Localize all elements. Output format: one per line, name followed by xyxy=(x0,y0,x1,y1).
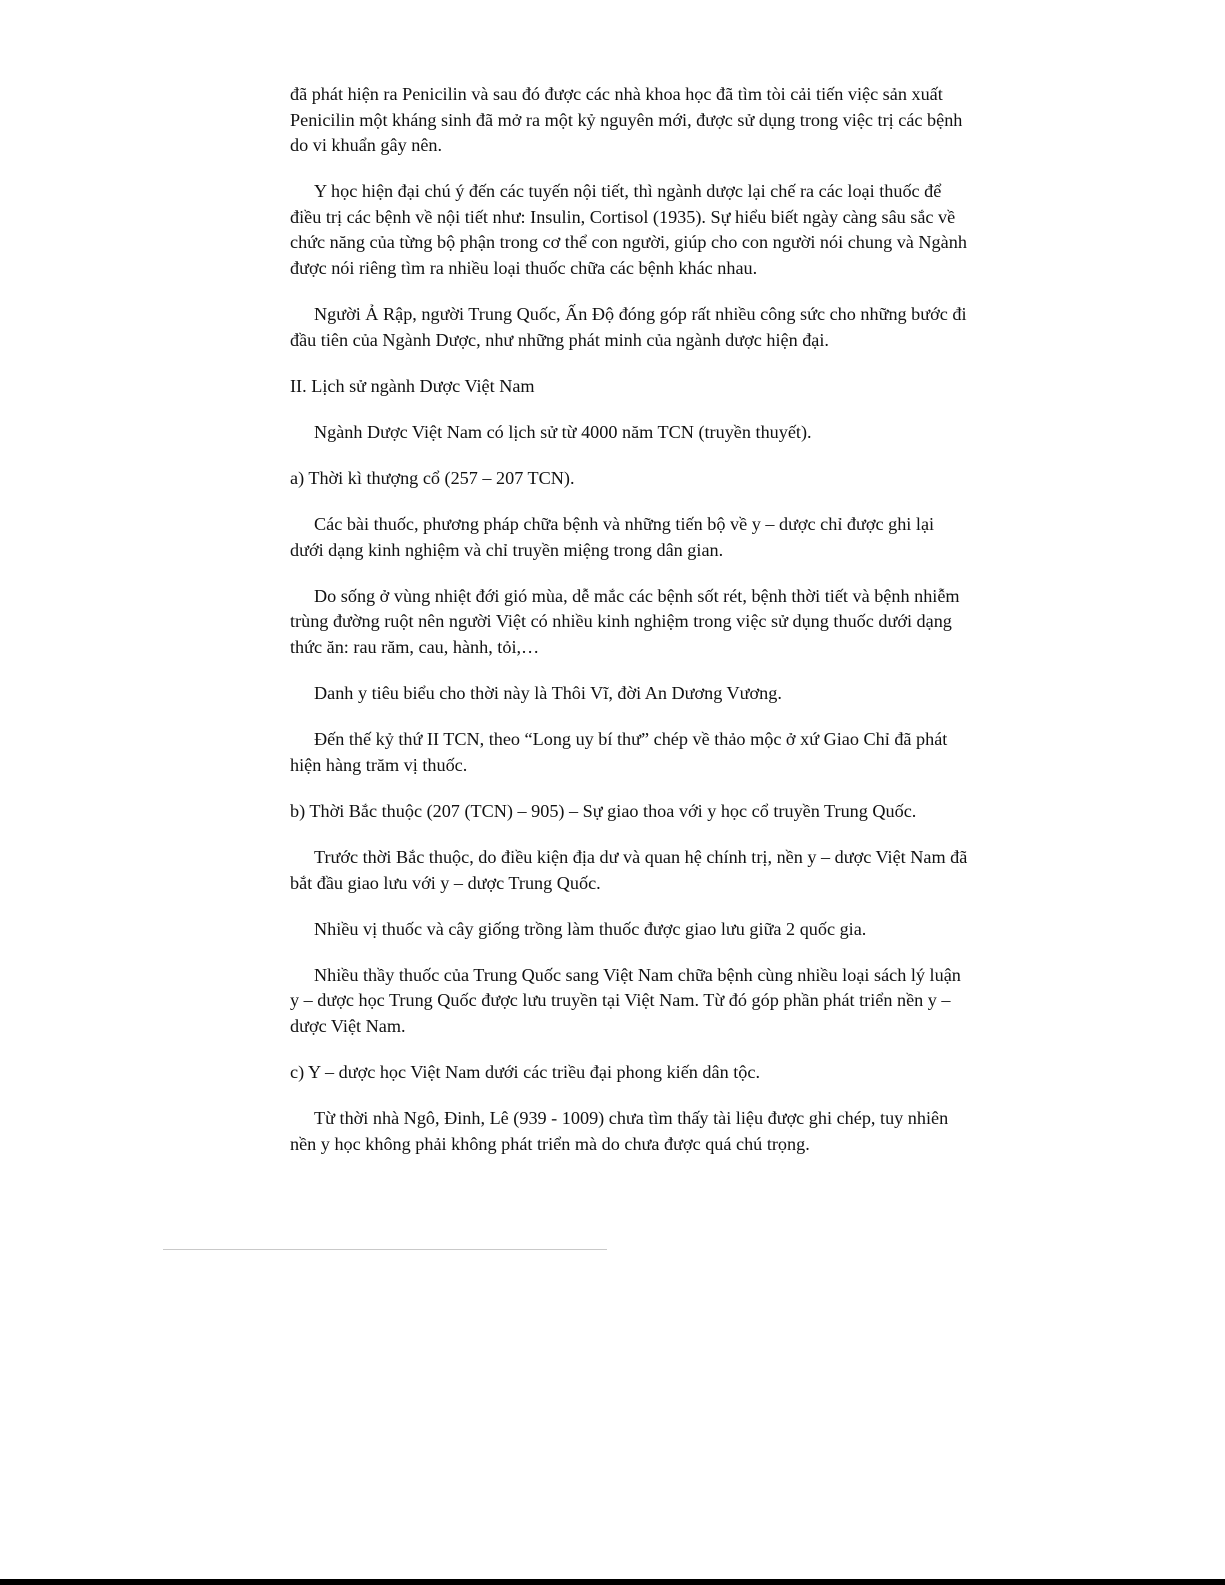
document-body xyxy=(290,82,970,1178)
page-bottom-edge xyxy=(0,1579,1225,1585)
paragraph-contributors: Người Ả Rập, người Trung Quốc, Ấn Độ đóng góp rất nhiều công sức cho những bước đi đầu tiên của Ngành Dược, như những phát minh của ngành dược hiện đại. xyxy=(290,304,967,350)
paragraph-endocrine: Y học hiện đại chú ý đến các tuyến nội tiết, thì ngành dược lại chế ra các loại thuốc để điều trị các bệnh về nội tiết như: Insulin, Cortisol (1935). Sự hiểu biết ngày càng sâu sắc về chức năng của từng bộ phận trong cơ thể con người, giúp cho con người nói chung và Ngành được nói riêng tìm ra nhiều loại thuốc chữa các bệnh khác nhau. xyxy=(290,181,967,279)
paragraph-famous-physician: Danh y tiêu biểu cho thời này là Thôi Vĩ, đời An Dương Vương. xyxy=(314,683,782,704)
paragraph-penicilin: đã phát hiện ra Penicilin và sau đó được các nhà khoa học đã tìm tòi cải tiến việc sản xuất Penicilin một kháng sinh đã mở ra một kỷ nguyên mới, được sử dụng trong việc trị các bệnh do vi khuẩn gây nên. xyxy=(290,84,963,156)
paragraph-history-origin: Ngành Dược Việt Nam có lịch sử từ 4000 năm TCN (truyền thuyết). xyxy=(314,421,812,442)
paragraph-oral-tradition: Các bài thuốc, phương pháp chữa bệnh và những tiến bộ về y – dược chỉ được ghi lại dưới dạng kinh nghiệm và chỉ truyền miệng trong dân gian. xyxy=(290,514,935,560)
subheading-feudal-dynasties: c) Y – dược học Việt Nam dưới các triều đại phong kiến dân tộc. xyxy=(290,1062,761,1083)
subheading-northern-domination: b) Thời Bắc thuộc (207 (TCN) – 905) – Sự giao thoa với y học cổ truyền Trung Quốc. xyxy=(290,800,917,821)
paragraph-long-uy-bi-thu: Đến thế kỷ thứ II TCN, theo “Long uy bí thư” chép về thảo mộc ở xứ Giao Chỉ đã phát hiện hàng trăm vị thuốc. xyxy=(290,729,948,775)
paragraph-tropical-climate: Do sống ở vùng nhiệt đới gió mùa, dễ mắc các bệnh sốt rét, bệnh thời tiết và bệnh nhiễm trùng đường ruột nên người Việt có nhiều kinh nghiệm trong việc sử dụng thuốc dưới dạng thức ăn: rau răm, cau, hành, tỏi,… xyxy=(290,585,960,657)
subheading-ancient-era: a) Thời kì thượng cổ (257 – 207 TCN). xyxy=(290,468,575,489)
paragraph-exchange-begins: Trước thời Bắc thuộc, do điều kiện địa dư và quan hệ chính trị, nền y – dược Việt Nam đã bắt đầu giao lưu với y – dược Trung Quốc. xyxy=(290,846,968,893)
paragraph-ngo-dinh-le: Từ thời nhà Ngô, Đinh, Lê (939 - 1009) chưa tìm thấy tài liệu được ghi chép, tuy nhiên nền y học không phải không phát triển mà do chưa được quá chú trọng. xyxy=(290,1108,949,1154)
section-heading-history-vn: II. Lịch sử ngành Dược Việt Nam xyxy=(290,375,535,396)
paragraph-chinese-physicians: Nhiều thầy thuốc của Trung Quốc sang Việt Nam chữa bệnh cùng nhiều loại sách lý luận y – dược học Trung Quốc được lưu truyền tại Việt Nam. Từ đó góp phần phát triển nền y – dược Việt Nam. xyxy=(290,964,961,1036)
paragraph-herb-exchange: Nhiều vị thuốc và cây giống trồng làm thuốc được giao lưu giữa 2 quốc gia. xyxy=(314,918,867,939)
footnote-separator xyxy=(163,1249,607,1250)
